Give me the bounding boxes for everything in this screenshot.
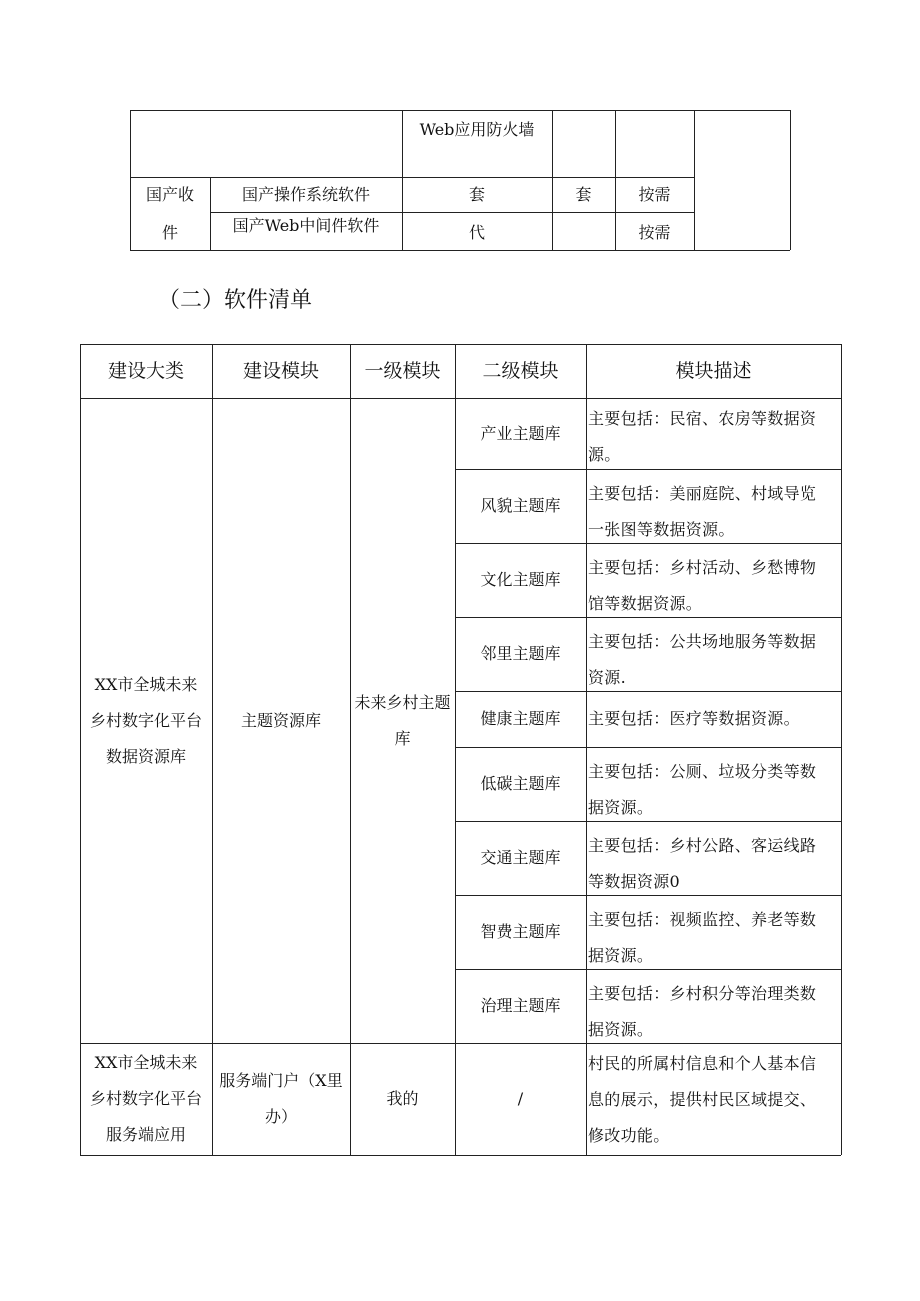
header-category: 建设大类 — [107, 360, 184, 382]
level2-cell: 治理主题库 — [480, 996, 561, 1015]
group1-level1: 未来乡村主题库 — [354, 692, 451, 748]
top-qty-web: 按需 — [638, 223, 671, 242]
header-level2: 二级模块 — [482, 360, 559, 382]
level2-cell: 智费主题库 — [480, 922, 561, 941]
top-unit-os: 套 — [468, 184, 485, 204]
level2-cell: 交通主题库 — [480, 848, 561, 867]
description-cell: 主要包括：民宿、农房等数据资源。 — [588, 409, 817, 464]
description-cell: 主要包括：视频监控、养老等数据资源。 — [588, 910, 817, 965]
header-description: 模块描述 — [675, 360, 752, 382]
description-cell: 主要包括：乡村公路、客运线路等数据资源0 — [588, 836, 817, 891]
level2-cell: 健康主题库 — [480, 709, 561, 728]
section-title: （二）软件清单 — [158, 288, 313, 313]
group2-level1: 我的 — [386, 1089, 419, 1108]
firewall-label: Web应用防火墙 — [419, 120, 535, 139]
level2-cell: 邻里主题库 — [480, 644, 561, 663]
group-label: 国产收件 — [145, 184, 194, 242]
group2-description: 村民的所属村信息和个人基本信息的展示，提供村民区域提交、修改功能。 — [588, 1054, 817, 1145]
header-level1: 一级模块 — [364, 360, 441, 382]
description-cell: 主要包括：公厕、垃圾分类等数据资源。 — [588, 762, 817, 817]
description-cell: 主要包括：医疗等数据资源。 — [588, 709, 800, 728]
description-cell: 主要包括：乡村活动、乡愁博物馆等数据资源。 — [588, 558, 817, 613]
level2-cell: 产业主题库 — [480, 423, 561, 443]
group1-category: XX市全城未来乡村数字化平台数据资源库 — [90, 674, 203, 766]
level2-cell: 低碳主题库 — [480, 774, 561, 793]
header-module: 建设模块 — [242, 360, 319, 382]
top-qty-os: 按需 — [638, 184, 671, 204]
group2-module: 服务端门户（X里办） — [219, 1071, 343, 1126]
level2-cell: 文化主题库 — [480, 570, 561, 589]
group2-category: XX市全城未来乡村数字化平台服务端应用 — [90, 1053, 203, 1144]
top-unit2-os: 套 — [575, 184, 592, 204]
group1-module: 主题资源库 — [240, 710, 321, 730]
top-item-os: 国产操作系统软件 — [241, 184, 370, 204]
description-cell: 主要包括：美丽庭院、村域导览一张图等数据资源。 — [588, 484, 817, 539]
top-unit-web: 代 — [468, 223, 485, 242]
top-unit2-web — [552, 216, 615, 250]
top-item-web: 国产Web中间件软件 — [232, 215, 380, 235]
group2-level2: / — [517, 1089, 524, 1108]
description-cell: 主要包括：公共场地服务等数据资源. — [588, 632, 817, 687]
description-cell: 主要包括：乡村积分等治理类数据资源。 — [588, 984, 817, 1039]
level2-cell: 风貌主题库 — [480, 496, 561, 515]
